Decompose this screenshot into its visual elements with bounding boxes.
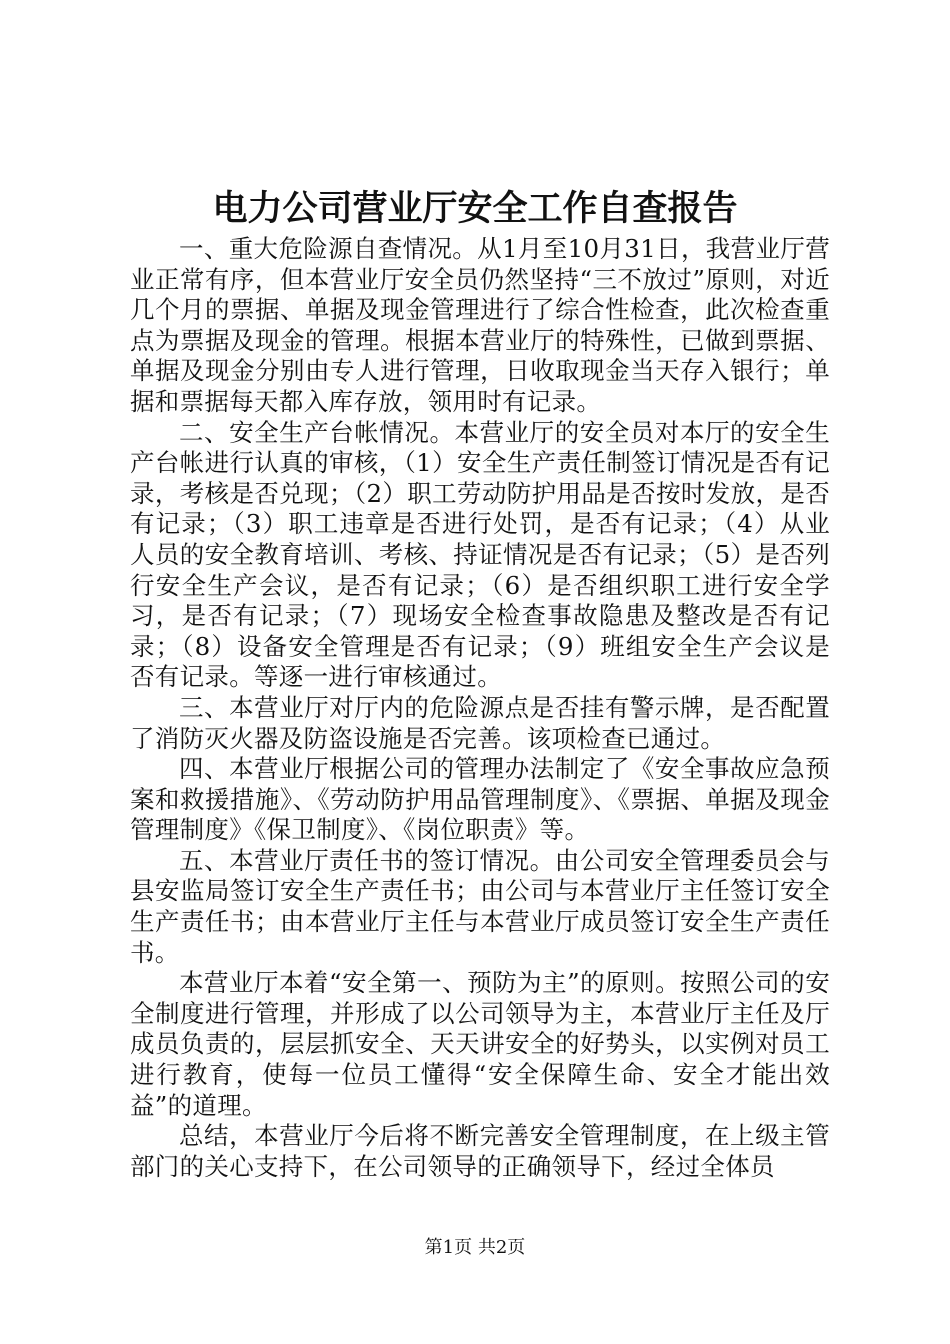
paragraph-3: 三、本营业厅对厅内的危险源点是否挂有警示牌，是否配置了消防灭火器及防盗设施是否完善。该项检查已通过。 — [130, 692, 830, 753]
paragraph-4: 四、本营业厅根据公司的管理办法制定了《安全事故应急预案和救援措施》、《劳动防护用品管理制度》、《票据、单据及现金管理制度》《保卫制度》、《岗位职责》等。 — [130, 754, 830, 845]
document-title: 电力公司营业厅安全工作自查报告 — [212, 188, 738, 229]
page-number-footer: 第1页 共2页 — [424, 1237, 526, 1258]
document-body — [130, 234, 830, 1182]
paragraph-5: 五、本营业厅责任书的签订情况。由公司安全管理委员会与县安监局签订安全生产责任书；由公司与本营业厅主任签订安全生产责任书；由本营业厅主任与本营业厅成员签订安全生产责任书。 — [130, 845, 830, 967]
paragraph-7: 总结，本营业厅今后将不断完善安全管理制度，在上级主管部门的关心支持下，在公司领导的正确领导下，经过全体员 — [130, 1121, 830, 1181]
paragraph-1: 一、重大危险源自查情况。从1月至10月31日，我营业厅营业正常有序，但本营业厅安全员仍然坚持“三不放过”原则，对近几个月的票据、单据及现金管理进行了综合性检查，此次检查重点为票据及现金的管理。根据本营业厅的特殊性，已做到票据、单据及现金分别由专人进行管理，日收取现金当天存入银行；单据和票据每天都入库存放，领用时有记录。 — [130, 234, 830, 416]
paragraph-6: 本营业厅本着“安全第一、预防为主”的原则。按照公司的安全制度进行管理，并形成了以公司领导为主，本营业厅主任及厅成员负责的，层层抓安全、天天讲安全的好势头，以实例对员工进行教育，使每一位员工懂得“安全保障生命、安全才能出效益”的道理。 — [130, 968, 830, 1120]
paragraph-2: 二、安全生产台帐情况。本营业厅的安全员对本厅的安全生产台帐进行认真的审核，（1）安全生产责任制签订情况是否有记录，考核是否兑现；（2）职工劳动防护用品是否按时发放，是否有记录；（3）职工违章是否进行处罚，是否有记录；（4）从业人员的安全教育培训、考核、持证情况是否有记录；（5）是否列行安全生产会议，是否有记录；（6）是否组织职工进行安全学习，是否有记录；（7）现场安全检查事故隐患及整改是否有记录；（8）设备安全管理是否有记录；（9）班组安全生产会议是否有记录。等逐一进行审核通过。 — [130, 417, 830, 692]
